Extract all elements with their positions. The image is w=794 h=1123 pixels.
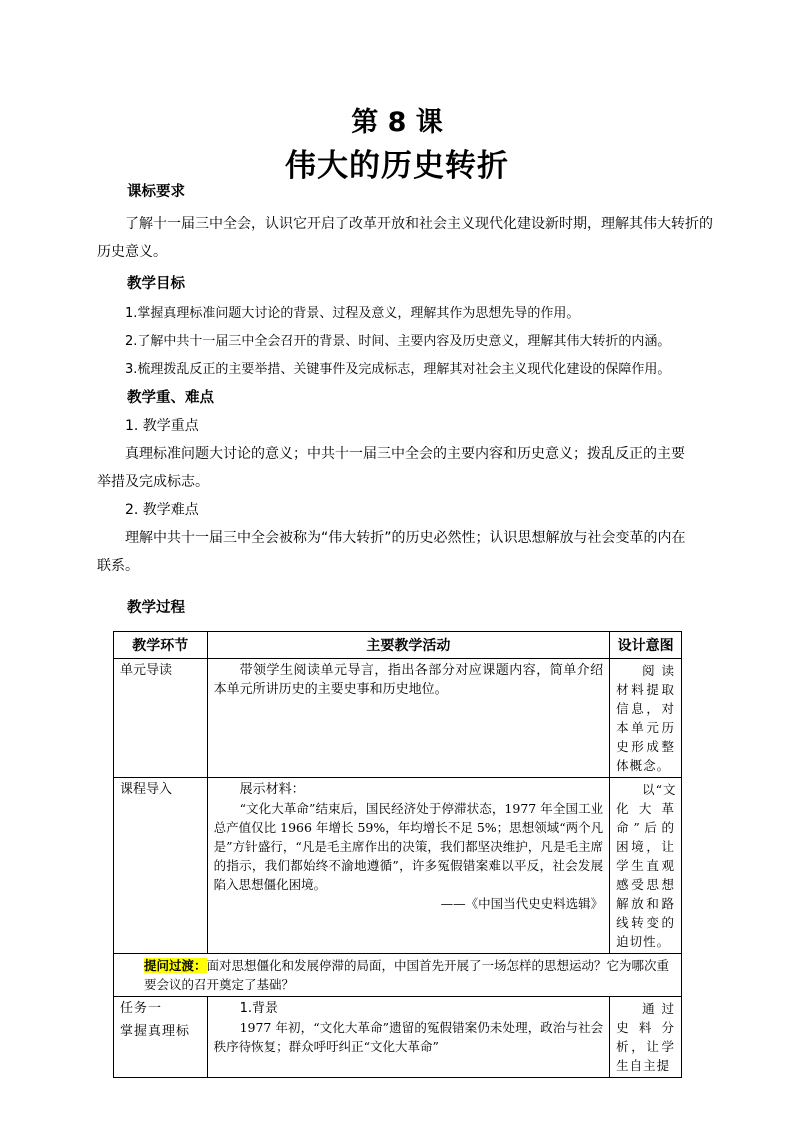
header-stage: 教学环节	[114, 632, 208, 659]
intent-cell: 通过史料分析，让学生自主提	[610, 997, 682, 1078]
lesson-body	[97, 178, 717, 580]
focus-text: 真理标准问题大讨论的意义；中共十一届三中全会的主要内容和历史意义；拨乱反正的主要举措及完成标志。	[97, 446, 685, 490]
goal-item-3: 3.梳理拨乱反正的主要举措、关键事件及完成标志，理解其对社会主义现代化建设的保障作用。	[125, 362, 671, 377]
transition-label: 提问过渡：	[144, 958, 207, 973]
transition-cell	[114, 954, 682, 997]
table-row	[114, 778, 682, 954]
keypoints-heading: 教学重、难点	[127, 390, 214, 406]
table-row	[114, 659, 682, 778]
process-heading: 教学过程	[127, 600, 185, 616]
table-header-row	[114, 632, 682, 659]
intent-cell: 以“文化大革命”后的困境，让学生直观感受思想解放和路线转变的迫切性。	[610, 778, 682, 954]
material-label: 展示材料：	[239, 782, 305, 797]
stage-cell: 课程导入	[114, 778, 208, 954]
material-source: ——《中国当代史史料选辑》	[440, 896, 604, 911]
table-row	[114, 997, 682, 1078]
stage-cell: 单元导读	[114, 659, 208, 778]
table-row	[114, 954, 682, 997]
process-section	[97, 594, 717, 622]
lesson-process-table	[113, 631, 682, 1078]
goal-item-2: 2.了解中共十一届三中全会召开的背景、时间、主要内容及历史意义，理解其伟大转折的内涵。	[125, 334, 671, 349]
header-intent: 设计意图	[610, 632, 682, 659]
header-activity: 主要教学活动	[207, 632, 610, 659]
transition-text: 面对思想僵化和发展停滞的局面，中国首先开展了一场怎样的思想运动？它为哪次重要会议的召开奠定了基础？	[144, 958, 670, 992]
focus-label: 1. 教学重点	[125, 418, 199, 434]
difficulty-label: 2. 教学难点	[125, 502, 199, 518]
stage-cell	[114, 997, 208, 1078]
material-text: “文化大革命”结束后，国民经济处于停滞状态，1977 年全国工业总产值仅比 1966 年增长 59%，年均增长不足 5%；思想领域“两个凡是”方针盛行，“凡是毛主席作出的决策，我们都坚决维护，凡是毛主席的指示，我们都始终不渝地遵循”，许多冤假错案难以平反，社会发展陷入思想僵化困境。	[213, 801, 604, 892]
goal-item-1: 1.掌握真理标准问题大讨论的背景、过程及意义，理解其作为思想先导的作用。	[125, 306, 580, 321]
task-text: 1977 年初，“文化大革命”遗留的冤假错案仍未处理，政治与社会秩序待恢复；群众呼吁纠正“文化大革命”	[213, 1020, 604, 1054]
stage-line-2: 掌握真理标	[120, 1024, 191, 1039]
curriculum-heading: 课标要求	[127, 184, 185, 200]
curriculum-text: 了解十一届三中全会，认识它开启了改革开放和社会主义现代化建设新时期，理解其伟大转折的历史意义。	[97, 216, 713, 260]
lesson-number: 第 8 课	[351, 107, 443, 138]
activity-cell	[207, 997, 610, 1078]
activity-cell	[207, 778, 610, 954]
intent-cell: 阅读材料提取信息，对本单元历史形成整体概念。	[610, 659, 682, 778]
difficulty-text: 理解中共十一届三中全会被称为“伟大转折”的历史必然性；认识思想解放与社会变革的内在联系。	[97, 530, 686, 574]
task-subtitle: 1.背景	[239, 1001, 278, 1016]
goals-heading: 教学目标	[127, 276, 185, 292]
activity-cell: 带领学生阅读单元导言，指出各部分对应课题内容，简单介绍本单元所讲历史的主要史事和历史地位。	[207, 659, 610, 778]
lesson-title: 伟大的历史转折	[285, 148, 509, 184]
stage-line-1: 任务一	[120, 1001, 163, 1016]
